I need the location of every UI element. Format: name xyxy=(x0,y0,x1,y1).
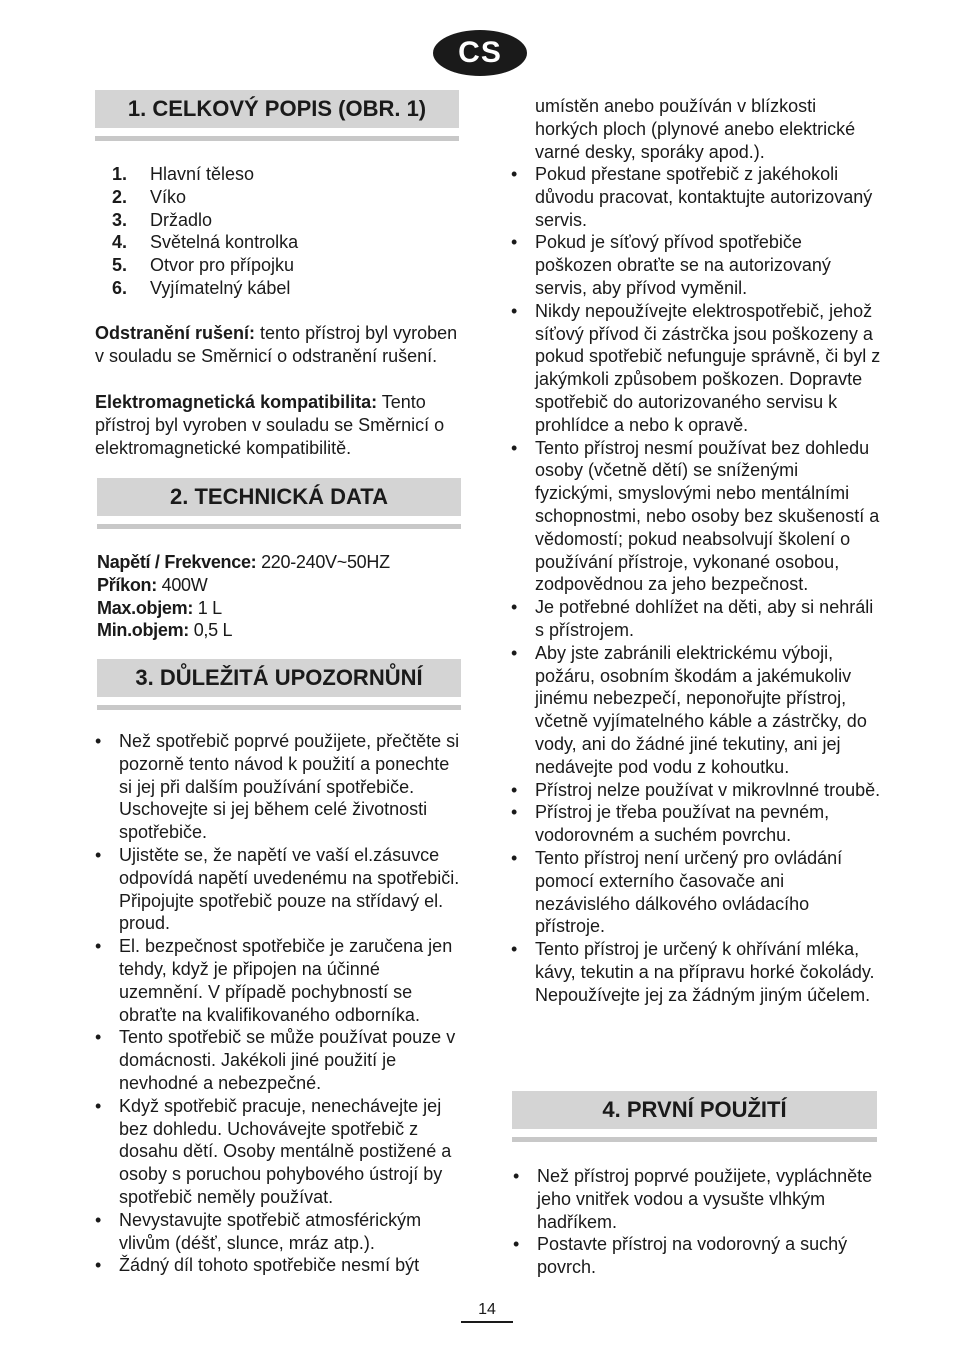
spec-value: 220-240V~50HZ xyxy=(256,552,390,572)
section-4-title: 4. PRVNÍ POUŽITÍ xyxy=(512,1091,877,1129)
warnings-list-left xyxy=(95,730,460,1277)
first-use-item-text: Než přístroj poprvé použijete, vypláchněte jeho vnitřek vodou a vysušte vlhkým hadříkem. xyxy=(537,1166,873,1232)
bullet-dot: • xyxy=(95,844,102,865)
spec-value: 0,5 L xyxy=(189,620,233,641)
bullet-dot: • xyxy=(511,802,518,823)
spec-value: 400W xyxy=(156,574,208,595)
noise-label: Odstranění rušení: xyxy=(95,323,256,343)
warning-item xyxy=(95,844,460,935)
warning-item-text: Přístroj je třeba používat na pevném, vodorovném a suchém povrchu. xyxy=(535,802,830,846)
noise-text: tento přístroj byl vyroben v souladu se Směrnicí o odstranění rušení. xyxy=(95,323,458,366)
spec-label: Max.objem: xyxy=(97,597,194,618)
bullet-dot: • xyxy=(513,1234,520,1255)
list-item xyxy=(112,254,442,277)
warning-item-text: Tento přístroj je určený k ohřívání mléka, kávy, tekutin a na přípravu horké čokolády. Nepoužívejte jej za žádným jiným účelem. xyxy=(535,939,875,1005)
warning-item xyxy=(511,938,881,1006)
list-item xyxy=(112,277,442,300)
page-number-rule xyxy=(461,1321,513,1323)
bullet-dot: • xyxy=(511,597,518,618)
spec-list xyxy=(97,551,457,642)
warning-item xyxy=(511,300,881,437)
bullet-dot: • xyxy=(511,164,518,184)
bullet-dot: • xyxy=(511,847,518,868)
spec-row xyxy=(97,551,457,574)
first-use-list xyxy=(513,1165,881,1279)
warning-item xyxy=(95,1254,460,1277)
emc-paragraph xyxy=(95,391,463,459)
warning-item-text: Pokud přestane spotřebič z jakéhokoli důvodu pracovat, kontaktujte autorizovaný servis. xyxy=(535,164,873,230)
section-2-rule xyxy=(97,524,461,529)
warning-item-text: Pokud je síťový přívod spotřebiče poškozen obraťte se na autorizovaný servis, aby přívod vyměnil. xyxy=(535,232,831,298)
warning-item xyxy=(511,801,881,847)
item-number: 2. xyxy=(112,186,128,207)
warning-item xyxy=(511,847,881,938)
bullet-dot: • xyxy=(95,936,102,957)
list-item xyxy=(112,231,442,254)
bullet-dot: • xyxy=(511,300,518,321)
parts-list xyxy=(112,163,442,300)
bullet-dot: • xyxy=(95,1095,102,1116)
bullet-dot: • xyxy=(95,1027,102,1048)
list-item xyxy=(112,209,442,232)
bullet-dot: • xyxy=(511,642,518,663)
spec-label: Min.objem: xyxy=(97,620,189,641)
warning-item-text: Přístroj nelze používat v mikrovlnné troubě. xyxy=(535,779,881,800)
section-2-title: 2. TECHNICKÁ DATA xyxy=(97,478,461,516)
emc-label: Elektromagnetická kompatibilita: xyxy=(95,392,378,412)
section-4-rule xyxy=(512,1137,877,1142)
warning-item xyxy=(95,1026,460,1094)
warning-item-text: Než spotřebič poprvé použijete, přečtěte si pozorně tento návod k použití a ponechte si jej při dalším používání spotřebiče. Uschovejte si jej během celé životnosti spotřebiče. xyxy=(119,731,460,843)
spec-label: Příkon: xyxy=(97,574,157,595)
item-text: Světelná kontrolka xyxy=(150,232,299,253)
warning-item xyxy=(95,730,460,844)
warning-item-text: Aby jste zabránili elektrickému výboji, požáru, osobním škodám a jakémukoliv jinému nebezpečí, neponořujte přístroj, včetně vyjímatelného káble a zástrčky, do vody, ani do žádné jiné tekutiny, ani jej nedávejte pod vodu z kohoutku. xyxy=(535,642,867,777)
bullet-dot: • xyxy=(511,232,518,253)
list-item xyxy=(112,163,442,186)
item-number: 6. xyxy=(112,277,128,298)
item-number: 1. xyxy=(112,164,128,184)
warning-item xyxy=(511,642,881,779)
bullet-dot: • xyxy=(511,939,518,960)
warning-item-text: Tento spotřebič se může používat pouze v domácnosti. Jakékoli jiné použití je nevhodné a nebezpečné. xyxy=(119,1027,456,1093)
item-number: 5. xyxy=(112,255,128,276)
warning-item-text: Tento přístroj není určený pro ovládání pomocí externího časovače ani nezávislého dálkového ovládacího přístroje. xyxy=(535,847,843,937)
section-1-rule xyxy=(95,136,459,141)
bullet-dot: • xyxy=(95,1255,102,1276)
item-text: Držadlo xyxy=(150,209,213,230)
warning-item-text: Nevystavujte spotřebič atmosférickým vlivům (déšť, slunce, mráz atp.). xyxy=(119,1209,422,1253)
warnings-list-right xyxy=(511,163,881,1006)
warning-item xyxy=(95,935,460,1026)
item-text: Víko xyxy=(150,186,187,207)
language-badge: CS xyxy=(433,30,527,76)
section-1-title: 1. CELKOVÝ POPIS (OBR. 1) xyxy=(95,90,459,128)
spec-row xyxy=(97,619,457,642)
list-item xyxy=(112,186,442,209)
emc-text: Tento přístroj byl vyroben v souladu se Směrnicí o elektromagnetické kompatibilitě. xyxy=(95,392,445,458)
warning-item xyxy=(511,596,881,642)
bullet-dot: • xyxy=(511,779,518,800)
page-number: 14 xyxy=(478,1301,496,1318)
warning-item xyxy=(511,163,881,231)
warning-item-text: El. bezpečnost spotřebiče je zaručena jen tehdy, když je připojen na účinné uzemnění. V případě pochybností se obraťte na kvalifikovaného odborníka. xyxy=(119,936,453,1025)
warning-item xyxy=(511,231,881,299)
spec-row xyxy=(97,574,457,597)
first-use-item xyxy=(513,1233,881,1279)
warning-item xyxy=(511,779,881,802)
section-3-title: 3. DŮLEŽITÁ UPOZORNŮNÍ xyxy=(97,659,461,697)
spec-row xyxy=(97,597,457,620)
bullet-dot: • xyxy=(95,1209,102,1230)
item-text: Otvor pro přípojku xyxy=(150,255,295,276)
warning-item-text: Když spotřebič pracuje, nenechávejte jej bez dohledu. Uchovávejte spotřebič z dosahu dětí. Osoby mentálně postižené a osoby s poruchou pohybového ústrojí by spotřebič neměly používat. xyxy=(119,1095,452,1207)
warning-item-text: Ujistěte se, že napětí ve vaší el.zásuvce odpovídá napětí uvedenému na spotřebiči. Připojujte spotřebič pouze na střídavý el. proud. xyxy=(119,844,460,934)
warning-item-text: Žádný díl tohoto spotřebiče nesmí být xyxy=(119,1255,420,1276)
noise-paragraph xyxy=(95,322,463,368)
section-3-rule xyxy=(97,705,461,710)
warning-continuation: umístěn anebo používán v blízkosti horkých ploch (plynové anebo elektrické varné desky, sporáky apod.). xyxy=(535,96,856,162)
spec-label: Napětí / Frekvence: xyxy=(97,552,257,572)
item-text: Hlavní těleso xyxy=(150,164,255,184)
item-text: Vyjímatelný kábel xyxy=(150,277,291,298)
bullet-dot: • xyxy=(511,437,518,458)
first-use-item-text: Postavte přístroj na vodorovný a suchý povrch. xyxy=(537,1234,848,1278)
spec-value: 1 L xyxy=(193,597,222,618)
first-use-item xyxy=(513,1165,881,1233)
item-number: 4. xyxy=(112,232,128,253)
bullet-dot: • xyxy=(513,1166,520,1186)
warning-item xyxy=(511,437,881,597)
warning-item-text: Nikdy nepoužívejte elektrospotřebič, jehož síťový přívod či zástrčka jsou poškozeny a pokud spotřebič nefunguje správně, či byl z jakýmkoli způsobem poškozen. Dopravte spotřebič do autorizovaného servisu k prohlídce a nebo k opravě. xyxy=(535,300,881,435)
item-number: 3. xyxy=(112,209,128,230)
warning-item-text: Je potřebné dohlížet na děti, aby si nehráli s přístrojem. xyxy=(535,597,874,640)
bullet-dot: • xyxy=(95,731,102,751)
warning-item xyxy=(95,1095,460,1209)
warning-item-text: Tento přístroj nesmí používat bez dohledu osoby (včetně dětí) se sníženými fyzickými, smyslovými nebo mentálními schopnostmi, nebo osoby bez skušeností a vědomostí; pokud neabsolvují školení o používání přístroje, vykonané osobou, zodpovědnou za jeho bezpečnost. xyxy=(535,437,880,595)
warning-item xyxy=(95,1209,460,1255)
